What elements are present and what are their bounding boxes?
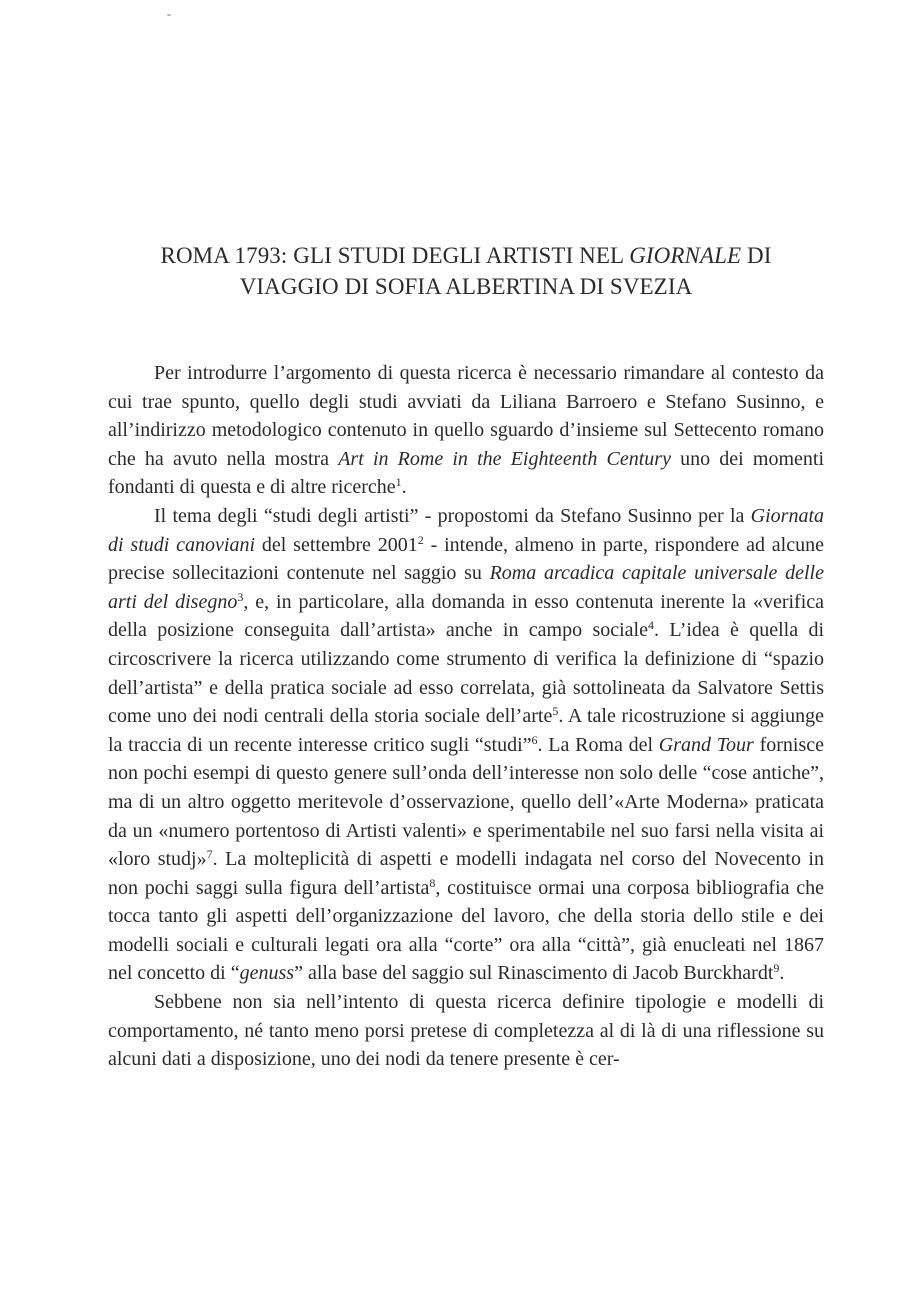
footnote-ref: 7	[206, 847, 213, 862]
footnote-ref: 9	[773, 961, 780, 976]
text-run: . La molteplicità di aspetti e modelli indagata nel corso del Novecento in non pochi saggi sulla figura dell’artista	[108, 848, 824, 899]
paragraph-2	[108, 502, 824, 988]
italic-text: Art in Rome in the Eighteenth Century	[338, 447, 671, 470]
title-line-1	[108, 240, 824, 271]
text-run: uno dei momenti fondanti di questa e di altre ricerche	[108, 447, 824, 499]
text-run: Sebbene non sia nell’intento di questa ricerca definire tipologie e modelli di comportamento, né tanto meno porsi pretese di completezza al di là di una riflessione su alcuni dati a disposizione, uno dei nodi da tenere presente è cer-	[108, 991, 824, 1071]
footnote-ref: 6	[531, 732, 538, 747]
text-run: .	[779, 962, 785, 985]
text-run: del settembre 2001	[255, 533, 418, 556]
text-run: . La Roma del	[537, 733, 659, 756]
text-run: Per introdurre l’argomento di questa ricerca è necessario rimandare al contesto da cui trae spunto, quello degli studi avviati da Liliana Barroero e Stefano Susinno, e all’indirizzo metodologico contenuto in quello sguardo d’insieme sul Settecento romano che ha avuto nella mostra	[108, 362, 824, 470]
title-italic-word: GIORNALE	[629, 243, 742, 268]
text-run: - intende, almeno in parte, rispondere ad alcune precise sollecitazioni contenute nel saggio su	[108, 533, 824, 585]
text-run: ” alla base del saggio sul Rinascimento di Jacob Burckhardt	[294, 962, 774, 985]
scan-speck	[167, 14, 171, 16]
italic-text: Grand Tour	[658, 733, 754, 756]
paragraph-1	[108, 359, 824, 502]
article-body	[108, 359, 824, 1074]
text-run: Il tema degli “studi degli artisti” - propostomi da Stefano Susinno per la	[154, 504, 751, 527]
footnote-ref: 4	[647, 618, 654, 633]
italic-text: genuss	[239, 962, 295, 985]
paragraph-3	[108, 988, 824, 1074]
footnote-ref: 5	[552, 704, 559, 719]
footnote-ref: 8	[429, 875, 436, 890]
text-run: fornisce non pochi esempi di questo genere sull’onda dell’interesse non solo delle “cose antiche”, ma di un altro oggetto meritevole d’osservazione, quello dell’«Arte Moderna» praticata da un «numero portentoso di Artisti valenti» e sperimentabile nel suo farsi nella visita ai «loro studj»	[108, 733, 824, 871]
text-run: . A tale ricostruzione si aggiunge la traccia di un recente interesse critico sugli “studi”	[108, 705, 824, 756]
title-line-1-end: DI	[741, 243, 772, 268]
footnote-ref: 3	[237, 589, 244, 604]
footnote-ref: 2	[417, 532, 424, 547]
text-run: , e, in particolare, alla domanda in esso contenuta inerente la «verifica della posizione conseguita dall’artista» anche in campo sociale	[108, 590, 825, 642]
footnote-ref: 1	[395, 475, 402, 490]
italic-text: Roma arcadica capitale universale delle arti del disegno	[108, 562, 824, 613]
title-line-2: VIAGGIO DI SOFIA ALBERTINA DI SVEZIA	[239, 274, 693, 299]
text-run: . L’idea è quella di circoscrivere la ricerca utilizzando come strumento di verifica la definizione di “spazio dell’artista” e della pratica sociale ad esso correlata, già sottolineata da Salvatore Settis come uno dei nodi centrali della storia sociale dell’arte	[108, 619, 825, 728]
text-run: , costituisce ormai una corposa bibliografia che tocca tanto gli aspetti dell’organizzazione del lavoro, che della storia dello stile e dei modelli sociali e culturali legati ora alla “corte” ora alla “città”, già enucleati nel 1867 nel concetto di “	[108, 876, 824, 985]
text-run: .	[401, 476, 407, 499]
article-title	[108, 240, 824, 302]
title-line-1-start: ROMA 1793: GLI STUDI DEGLI ARTISTI NEL	[160, 243, 630, 268]
italic-text: Giornata di studi canoviani	[108, 504, 824, 556]
